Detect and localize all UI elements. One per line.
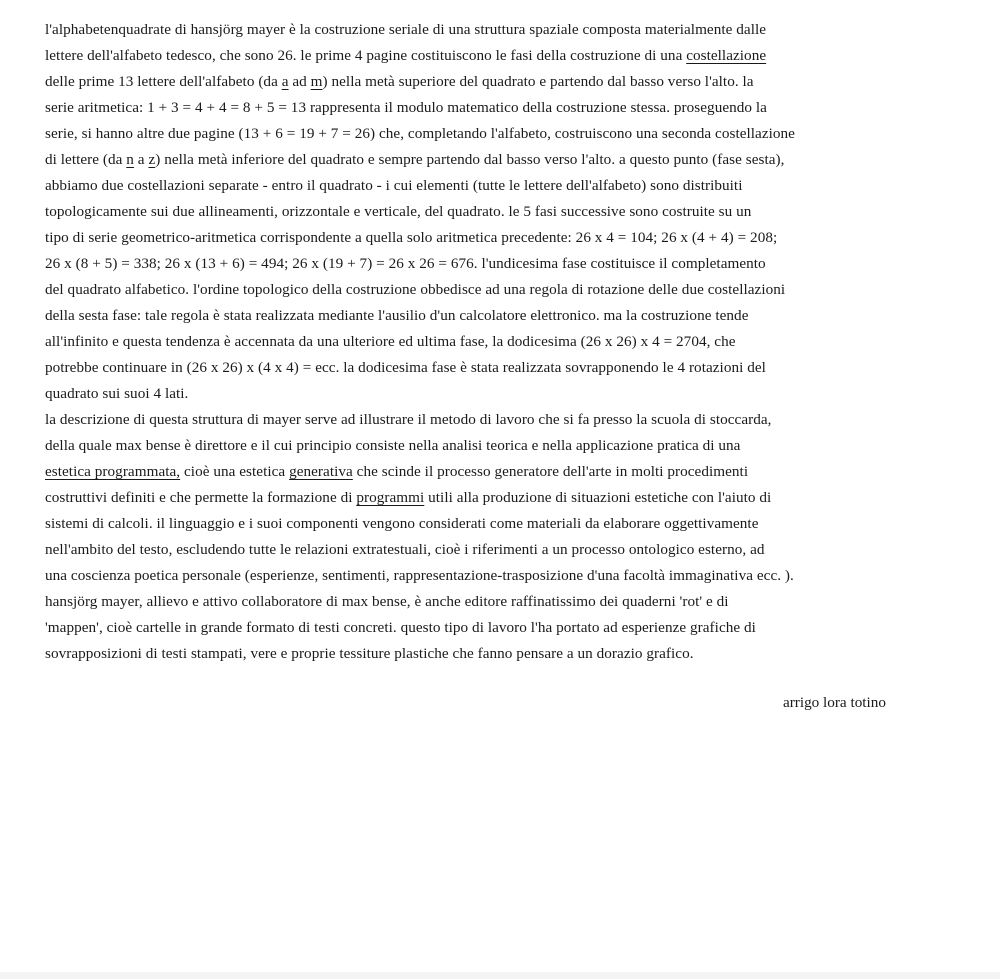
text-segment: hansjörg mayer, allievo e attivo collaboratore di max bense, è anche editore raffinatissimo dei quaderni 'rot' e di xyxy=(45,593,729,610)
underlined-term: generativa xyxy=(289,463,353,480)
text-segment: abbiamo due costellazioni separate - entro il quadrato - i cui elementi (tutte le lettere dell'alfabeto) sono distribuiti xyxy=(45,177,743,194)
author-signature: arrigo lora totino xyxy=(783,694,886,711)
text-line xyxy=(45,485,980,511)
text-segment: l'alphabetenquadrate di hansjörg mayer è la costruzione seriale di una struttura spaziale composta materialmente dalle xyxy=(45,21,767,38)
text-segment: 26 x (8 + 5) = 338; 26 x (13 + 6) = 494; 26 x (19 + 7) = 26 x 26 = 676. l'undicesima fase costituisce il completamento xyxy=(45,255,766,272)
text-segment: del quadrato alfabetico. l'ordine topologico della costruzione obbedisce ad una regola di rotazione delle due costellazioni xyxy=(45,281,786,298)
underlined-term: costellazione xyxy=(686,47,767,64)
text-line xyxy=(45,407,980,433)
text-line xyxy=(45,433,980,459)
text-line xyxy=(45,303,980,329)
text-line xyxy=(45,173,980,199)
text-line xyxy=(45,121,980,147)
text-segment: a xyxy=(133,151,149,168)
text-segment: che scinde il processo generatore dell'arte in molti procedimenti xyxy=(352,463,749,480)
text-segment: della sesta fase: tale regola è stata realizzata mediante l'ausilio d'un calcolatore elettronico. ma la costruzione tende xyxy=(45,307,749,324)
text-segment: delle prime 13 lettere dell'alfabeto (da xyxy=(45,73,282,90)
text-segment: nell'ambito del testo, escludendo tutte le relazioni extratestuali, cioè i riferimenti a un processo ontologico esterno, ad xyxy=(45,541,765,558)
text-line xyxy=(45,277,980,303)
text-line xyxy=(45,17,980,43)
text-line xyxy=(45,511,980,537)
text-line xyxy=(45,563,980,589)
text-segment: ) nella metà inferiore del quadrato e sempre partendo dal basso verso l'alto. a questo punto (fase sesta), xyxy=(155,151,785,168)
text-segment: potrebbe continuare in (26 x 26) x (4 x 4) = ecc. la dodicesima fase è stata realizzata sovrapponendo le 4 rotazioni del xyxy=(45,359,766,376)
text-segment: la descrizione di questa struttura di mayer serve ad illustrare il metodo di lavoro che si fa presso la scuola di stoccarda, xyxy=(45,411,772,428)
text-segment: serie, si hanno altre due pagine (13 + 6 = 19 + 7 = 26) che, completando l'alfabeto, costruiscono una seconda costellazione xyxy=(45,125,795,142)
text-segment: all'infinito e questa tendenza è accennata da una ulteriore ed ultima fase, la dodicesima (26 x 26) x 4 = 2704, che xyxy=(45,333,736,350)
underlined-term: estetica programmata, xyxy=(45,463,181,480)
text-line xyxy=(45,329,980,355)
text-segment: ) nella metà superiore del quadrato e partendo dal basso verso l'alto. la xyxy=(322,73,754,90)
text-segment: quadrato sui suoi 4 lati. xyxy=(45,385,189,402)
underlined-term: n xyxy=(126,151,134,168)
text-segment: sovrapposizioni di testi stampati, vere e proprie tessiture plastiche che fanno pensare a un dorazio grafico. xyxy=(45,645,694,662)
text-segment: cioè una estetica xyxy=(180,463,290,480)
text-segment: utili alla produzione di situazioni estetiche con l'aiuto di xyxy=(424,489,772,506)
text-segment: topologicamente sui due allineamenti, orizzontale e verticale, del quadrato. le 5 fasi successive sono costruite su un xyxy=(45,203,752,220)
text-segment: tipo di serie geometrico-aritmetica corrispondente a quella solo aritmetica precedente: 26 x 4 = 104; 26 x (4 + 4) = 208; xyxy=(45,229,778,246)
text-segment: ad xyxy=(288,73,311,90)
text-line xyxy=(45,251,980,277)
text-segment: sistemi di calcoli. il linguaggio e i suoi componenti vengono considerati come materiali da elaborare oggettivamente xyxy=(45,515,759,532)
text-line xyxy=(45,69,980,95)
text-line xyxy=(45,537,980,563)
text-segment: serie aritmetica: 1 + 3 = 4 + 4 = 8 + 5 = 13 rappresenta il modulo matematico della costruzione stessa. proseguendo la xyxy=(45,99,767,116)
text-segment: di lettere (da xyxy=(45,151,127,168)
text-segment: costruttivi definiti e che permette la formazione di xyxy=(45,489,357,506)
text-segment: 'mappen', cioè cartelle in grande formato di testi concreti. questo tipo di lavoro l'ha portato ad esperienze grafiche di xyxy=(45,619,756,636)
text-line xyxy=(45,43,980,69)
text-segment: lettere dell'alfabeto tedesco, che sono 26. le prime 4 pagine costituiscono le fasi della costruzione di una xyxy=(45,47,687,64)
text-line xyxy=(45,381,980,407)
page-bottom-edge xyxy=(0,972,1000,979)
text-line xyxy=(45,199,980,225)
text-line xyxy=(45,95,980,121)
text-line xyxy=(45,615,980,641)
underlined-term: a xyxy=(281,73,289,90)
text-line xyxy=(45,459,980,485)
text-line xyxy=(45,589,980,615)
underlined-term: z xyxy=(148,151,156,168)
text-line xyxy=(45,355,980,381)
text-segment: una coscienza poetica personale (esperienze, sentimenti, rappresentazione-trasposizione d'una facoltà immaginativa ecc. ). xyxy=(45,567,794,584)
text-line xyxy=(45,147,980,173)
text-line xyxy=(45,225,980,251)
underlined-term: m xyxy=(310,73,323,90)
body-text xyxy=(45,17,980,667)
text-segment: della quale max bense è direttore e il cui principio consiste nella analisi teorica e nella applicazione pratica di una xyxy=(45,437,741,454)
text-line xyxy=(45,641,980,667)
underlined-term: programmi xyxy=(356,489,425,506)
